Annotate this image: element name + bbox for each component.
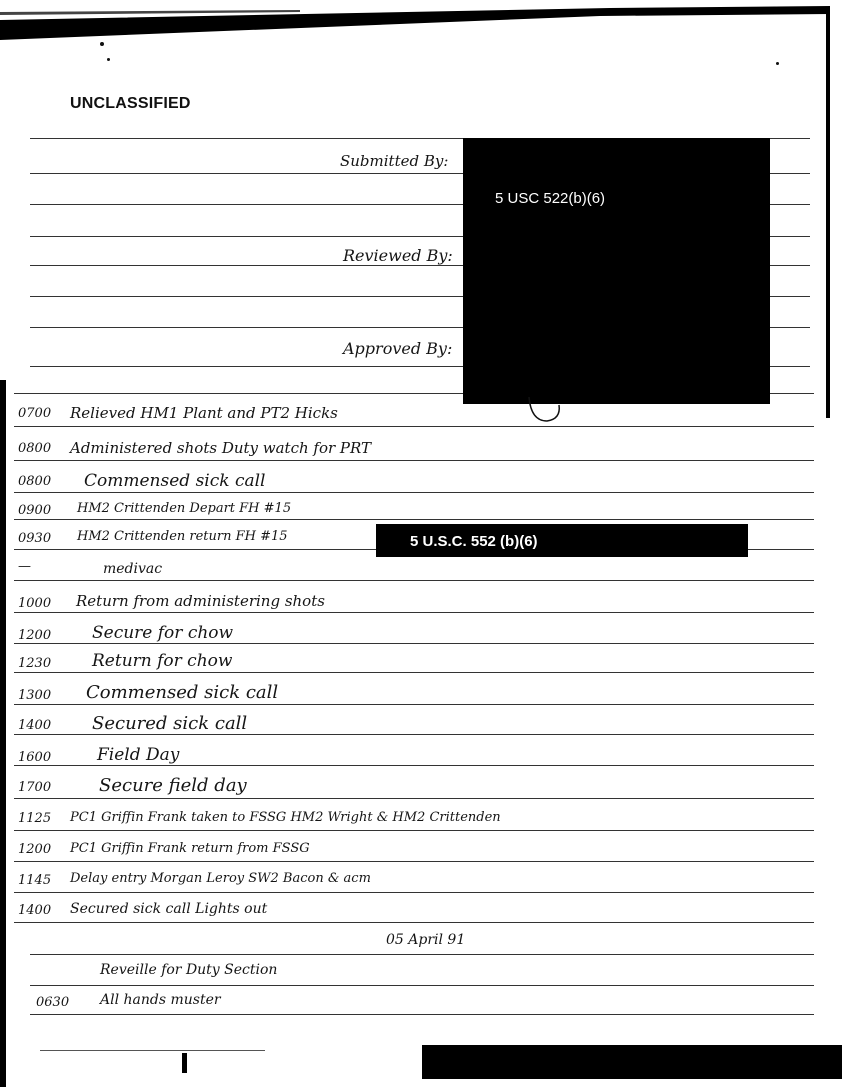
reviewed-by-label: Reviewed By: [343, 246, 453, 265]
log-time: 1000 [18, 596, 52, 611]
log-time: 1200 [18, 628, 52, 643]
log-text: HM2 Crittenden Depart FH #15 [77, 501, 292, 516]
next-day-time: 0630 [36, 995, 70, 1010]
log-time: 0900 [18, 503, 52, 518]
scan-left-edge [0, 380, 6, 1087]
log-text: Administered shots Duty watch for PRT [70, 439, 372, 457]
next-day-text: Reveille for Duty Section [100, 962, 278, 978]
log-text: PC1 Griffin Frank return from FSSG [70, 841, 310, 856]
log-text: Field Day [97, 745, 180, 765]
log-time: 1400 [18, 903, 52, 918]
log-time: 1200 [18, 842, 52, 857]
scan-bottom-line [40, 1050, 265, 1051]
log-text: HM2 Crittenden return FH #15 [77, 529, 288, 544]
log-time: 0800 [18, 441, 52, 456]
log-text: Delay entry Morgan Leroy SW2 Bacon & acm [70, 871, 371, 886]
log-time: 1125 [18, 811, 52, 826]
log-text: Relieved HM1 Plant and PT2 Hicks [70, 404, 338, 422]
log-text: Commensed sick call [84, 471, 266, 491]
log-time: 1700 [18, 780, 52, 795]
log-text: PC1 Griffin Frank taken to FSSG HM2 Wright & HM2 Crittenden [70, 810, 501, 825]
log-time: 1145 [18, 873, 52, 888]
log-text: Secured sick call Lights out [70, 901, 268, 917]
rule-line [30, 954, 814, 955]
next-day-text: All hands muster [100, 992, 221, 1008]
classification-label: UNCLASSIFIED [70, 95, 191, 112]
scan-bottom-edge [422, 1045, 842, 1079]
log-text: medivac [103, 561, 163, 577]
log-time: 0800 [18, 474, 52, 489]
rule-line [30, 1014, 814, 1015]
log-text: Return from administering shots [76, 592, 325, 610]
redaction-label: 5 USC 522(b)(6) [495, 190, 606, 207]
scan-speck [100, 42, 104, 46]
log-text: Secure for chow [92, 623, 234, 643]
log-text: Secure field day [99, 775, 247, 796]
submitted-by-label: Submitted By: [340, 152, 449, 170]
scan-mark [525, 395, 565, 425]
date-heading: 05 April 91 [386, 932, 466, 948]
redaction-box-signatures [463, 138, 770, 404]
log-time: 0700 [18, 406, 52, 421]
scan-top-edge [0, 0, 830, 44]
scan-speck [107, 58, 110, 61]
rule-line [30, 985, 814, 986]
scan-speck [776, 62, 779, 65]
scan-right-edge [826, 8, 830, 418]
log-text: Return for chow [92, 651, 233, 671]
log-time: 1600 [18, 750, 52, 765]
log-text: Secured sick call [92, 713, 248, 734]
log-time: 0930 [18, 531, 52, 546]
log-time: 1300 [18, 688, 52, 703]
approved-by-label: Approved By: [343, 339, 453, 358]
scan-bottom-mark [182, 1053, 187, 1073]
log-time: 1400 [18, 718, 52, 733]
redaction-label: 5 U.S.C. 552 (b)(6) [410, 533, 538, 550]
log-time: 1230 [18, 656, 52, 671]
log-time: — [18, 559, 31, 574]
redaction-box-log [376, 524, 748, 557]
log-text: Commensed sick call [86, 682, 279, 703]
